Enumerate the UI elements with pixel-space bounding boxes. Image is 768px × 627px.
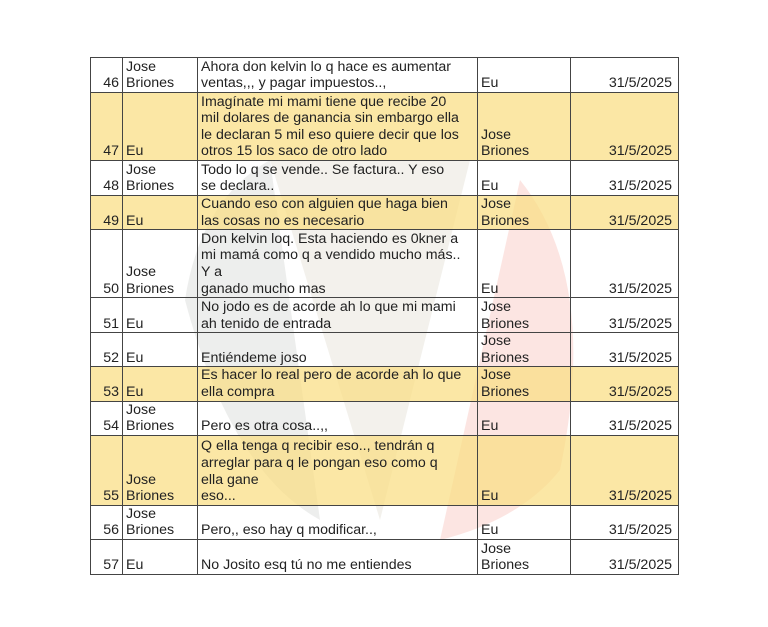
table-row xyxy=(91,435,679,505)
date-cell: 31/5/2025 xyxy=(571,161,679,196)
message-cell: Don kelvin loq. Esta haciendo es 0kner a mi mamá como q a vendido mucho más.. Y a ganado mucho mas xyxy=(198,230,478,298)
recipient-cell: Eu xyxy=(478,401,571,435)
date-cell: 31/5/2025 xyxy=(571,333,679,367)
recipient-cell: Eu xyxy=(478,161,571,196)
recipient-cell: Jose Briones xyxy=(478,298,571,333)
row-number: 49 xyxy=(91,196,123,230)
sender-cell: Jose Briones xyxy=(123,401,198,435)
row-number: 54 xyxy=(91,401,123,435)
date-cell: 31/5/2025 xyxy=(571,298,679,333)
message-cell: Es hacer lo real pero de acorde ah lo que ella compra xyxy=(198,367,478,401)
date-cell: 31/5/2025 xyxy=(571,58,679,93)
message-cell: Imagínate mi mami tiene que recibe 20 mil dolares de ganancia sin embargo ella le declaran 5 mil eso quiere decir que los otros 15 los saco de otro lado xyxy=(198,93,478,161)
sender-cell: Jose Briones xyxy=(123,435,198,505)
chat-log-table xyxy=(90,57,679,575)
table-row xyxy=(91,401,679,435)
date-cell: 31/5/2025 xyxy=(571,539,679,574)
date-cell: 31/5/2025 xyxy=(571,505,679,539)
row-number: 55 xyxy=(91,435,123,505)
sender-cell: Eu xyxy=(123,333,198,367)
date-cell: 31/5/2025 xyxy=(571,367,679,401)
sender-cell: Eu xyxy=(123,367,198,401)
date-cell: 31/5/2025 xyxy=(571,196,679,230)
date-cell: 31/5/2025 xyxy=(571,435,679,505)
sender-cell: Eu xyxy=(123,93,198,161)
table-row xyxy=(91,505,679,539)
row-number: 52 xyxy=(91,333,123,367)
table-row xyxy=(91,93,679,161)
message-cell: Q ella tenga q recibir eso.., tendrán q arreglar para q le pongan eso como q ella gane eso... xyxy=(198,435,478,505)
row-number: 56 xyxy=(91,505,123,539)
message-cell: No jodo es de acorde ah lo que mi mami ah tenido de entrada xyxy=(198,298,478,333)
message-cell: Pero es otra cosa..,, xyxy=(198,401,478,435)
message-cell: Cuando eso con alguien que haga bien las cosas no es necesario xyxy=(198,196,478,230)
date-cell: 31/5/2025 xyxy=(571,93,679,161)
message-cell: No Josito esq tú no me entiendes xyxy=(198,539,478,574)
row-number: 51 xyxy=(91,298,123,333)
table-row xyxy=(91,298,679,333)
recipient-cell: Jose Briones xyxy=(478,539,571,574)
recipient-cell: Jose Briones xyxy=(478,93,571,161)
recipient-cell: Jose Briones xyxy=(478,333,571,367)
recipient-cell: Eu xyxy=(478,58,571,93)
row-number: 50 xyxy=(91,230,123,298)
message-cell: Todo lo q se vende.. Se factura.. Y eso se declara.. xyxy=(198,161,478,196)
table-row xyxy=(91,333,679,367)
sender-cell: Eu xyxy=(123,298,198,333)
message-cell: Pero,, eso hay q modificar.., xyxy=(198,505,478,539)
sender-cell: Eu xyxy=(123,539,198,574)
recipient-cell: Jose Briones xyxy=(478,196,571,230)
table-row xyxy=(91,161,679,196)
row-number: 57 xyxy=(91,539,123,574)
recipient-cell: Eu xyxy=(478,505,571,539)
sender-cell: Eu xyxy=(123,196,198,230)
row-number: 46 xyxy=(91,58,123,93)
message-cell: Entiéndeme joso xyxy=(198,333,478,367)
recipient-cell: Eu xyxy=(478,435,571,505)
date-cell: 31/5/2025 xyxy=(571,230,679,298)
sender-cell: Jose Briones xyxy=(123,505,198,539)
row-number: 53 xyxy=(91,367,123,401)
row-number: 48 xyxy=(91,161,123,196)
sender-cell: Jose Briones xyxy=(123,58,198,93)
recipient-cell: Jose Briones xyxy=(478,367,571,401)
sender-cell: Jose Briones xyxy=(123,161,198,196)
recipient-cell: Eu xyxy=(478,230,571,298)
table-row xyxy=(91,196,679,230)
row-number: 47 xyxy=(91,93,123,161)
table-row xyxy=(91,539,679,574)
table-row xyxy=(91,58,679,93)
sender-cell: Jose Briones xyxy=(123,230,198,298)
date-cell: 31/5/2025 xyxy=(571,401,679,435)
table-row xyxy=(91,367,679,401)
message-cell: Ahora don kelvin lo q hace es aumentar ventas,,, y pagar impuestos.., xyxy=(198,58,478,93)
table-row xyxy=(91,230,679,298)
